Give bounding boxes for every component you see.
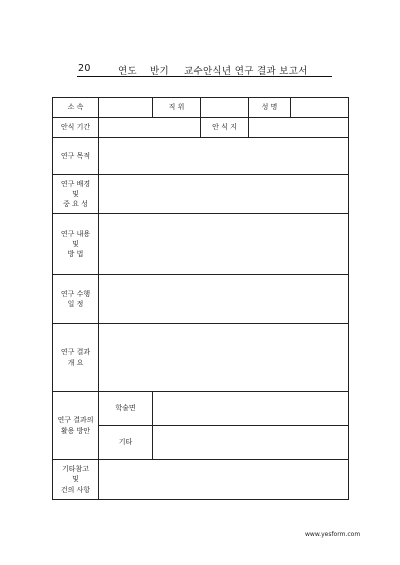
row-utilization-academic <box>53 392 349 426</box>
title-underline <box>77 76 332 77</box>
title-year-suffix: 연도 <box>118 66 137 77</box>
position-field[interactable] <box>201 98 249 118</box>
name-label: 성 명 <box>249 98 291 118</box>
schedule-field[interactable] <box>99 275 349 324</box>
research-purpose-label: 연구 목적 <box>53 138 99 175</box>
sabbatical-period-label: 안식 기간 <box>53 118 99 138</box>
row-research-purpose <box>53 138 349 175</box>
row-background <box>53 175 349 214</box>
document-title <box>0 63 400 77</box>
sabbatical-location-label: 안 식 지 <box>201 118 249 138</box>
content-field[interactable] <box>99 214 349 275</box>
utilization-label: 연구 결과의 활용 방안 <box>53 392 99 460</box>
row-sabbatical <box>53 118 349 138</box>
row-summary <box>53 324 349 392</box>
footer-site-text: www.yesform.com <box>305 531 361 538</box>
report-form-table <box>52 97 349 500</box>
row-basic-info <box>53 98 349 118</box>
remarks-field[interactable] <box>99 460 349 500</box>
title-half: 반기 <box>150 66 169 77</box>
utilization-academic-label: 학술면 <box>99 392 153 426</box>
affiliation-label: 소 속 <box>53 98 99 118</box>
summary-field[interactable] <box>99 324 349 392</box>
row-remarks <box>53 460 349 500</box>
title-year: 20 <box>78 63 91 74</box>
row-content <box>53 214 349 275</box>
sabbatical-period-field[interactable] <box>99 118 201 138</box>
position-label: 직 위 <box>153 98 201 118</box>
utilization-other-field[interactable] <box>153 426 349 460</box>
utilization-academic-field[interactable] <box>153 392 349 426</box>
name-field[interactable] <box>291 98 349 118</box>
content-label: 연구 내용 및 방 법 <box>53 214 99 275</box>
title-main: 교수안식년 연구 결과 보고서 <box>184 66 308 77</box>
schedule-label: 연구 수행 일 정 <box>53 275 99 324</box>
background-label: 연구 배경 및 중 요 성 <box>53 175 99 214</box>
row-schedule <box>53 275 349 324</box>
research-purpose-field[interactable] <box>99 138 349 175</box>
sabbatical-location-field[interactable] <box>249 118 349 138</box>
utilization-other-label: 기타 <box>99 426 153 460</box>
affiliation-field[interactable] <box>99 98 153 118</box>
summary-label: 연구 결과 개 요 <box>53 324 99 392</box>
background-field[interactable] <box>99 175 349 214</box>
remarks-label: 기타참고 및 건의 사항 <box>53 460 99 500</box>
